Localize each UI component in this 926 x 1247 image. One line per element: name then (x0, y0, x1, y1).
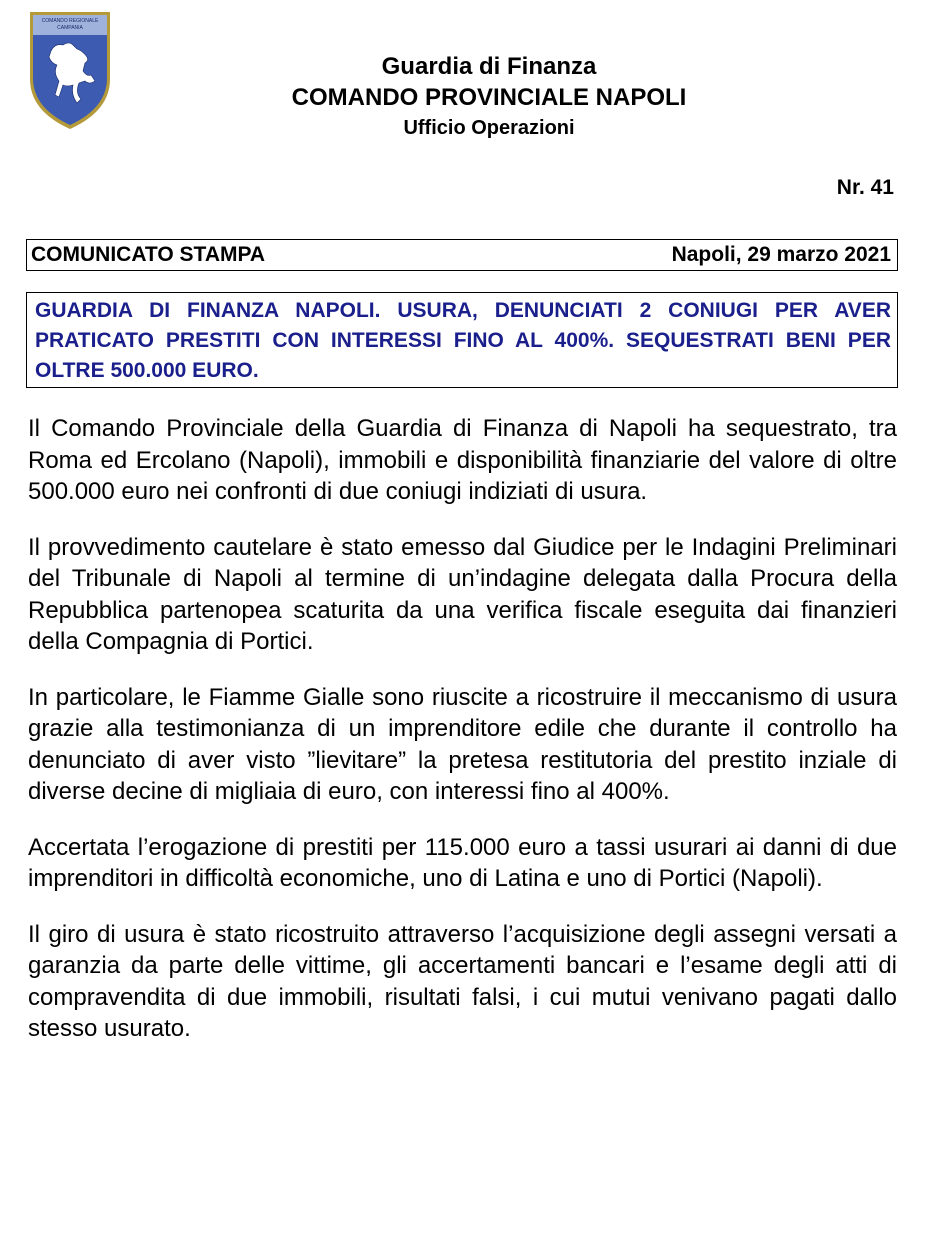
paragraph: Il Comando Provinciale della Guardia di Finanza di Napoli ha sequestrato, tra Roma ed Ercolano (Napoli), immobili e disponibilità finanziarie del valore di oltre 500.000 euro nei confronti di due coniugi indiziati di usura. (28, 415, 897, 505)
organization-name: Guardia di Finanza (381, 53, 597, 80)
crest-text: COMANDO REGIONALE (41, 18, 99, 24)
command-name: COMANDO PROVINCIALE NAPOLI (291, 84, 687, 111)
article-body (28, 413, 897, 1069)
press-release-date: Napoli, 29 marzo 2021 (671, 243, 891, 266)
release-number: Nr. 41 (836, 176, 894, 199)
headline-box (26, 292, 898, 388)
paragraph: Il provvedimento cautelare è stato emesso dal Giudice per le Indagini Preliminari del Tribunale di Napoli al termine di un’indagine delegata dalla Procura della Repubblica partenopea scaturita da una verifica fiscale eseguita dai finanzieri della Compagnia di Portici. (28, 533, 897, 655)
office-name: Ufficio Operazioni (403, 117, 575, 139)
svg-text:CAMPANIA: CAMPANIA (57, 25, 83, 31)
document-header (0, 52, 926, 142)
paragraph: Il giro di usura è stato ricostruito attraverso l’acquisizione degli assegni versati a garanzia da parte delle vittime, gli accertamenti bancari e l’esame degli atti di compravendita di due immobili, risultati falsi, i cui mutui venivano pagati dallo stesso usurato. (28, 920, 897, 1042)
press-release-label: COMUNICATO STAMPA (31, 243, 266, 266)
headline-text: GUARDIA DI FINANZA NAPOLI. USURA, DENUNCIATI 2 CONIUGI PER AVER PRATICATO PRESTITI CON INTERESSI FINO AL 400%. SEQUESTRATI BENI PER OLTRE 500.000 EURO. (35, 299, 891, 382)
paragraph: In particolare, le Fiamme Gialle sono riuscite a ricostruire il meccanismo di usura grazie alla testimonianza di un imprenditore edile che durante il controllo ha denunciato di aver visto ”lievitare” la pretesa restitutoria del prestito inziale di diverse decine di migliaia di euro, con interessi fino al 400%. (28, 683, 897, 805)
paragraph: Accertata l’erogazione di prestiti per 115.000 euro a tassi usurari ai danni di due imprenditori in difficoltà economiche, uno di Latina e uno di Portici (Napoli). (28, 833, 897, 892)
press-release-bar (26, 239, 898, 271)
